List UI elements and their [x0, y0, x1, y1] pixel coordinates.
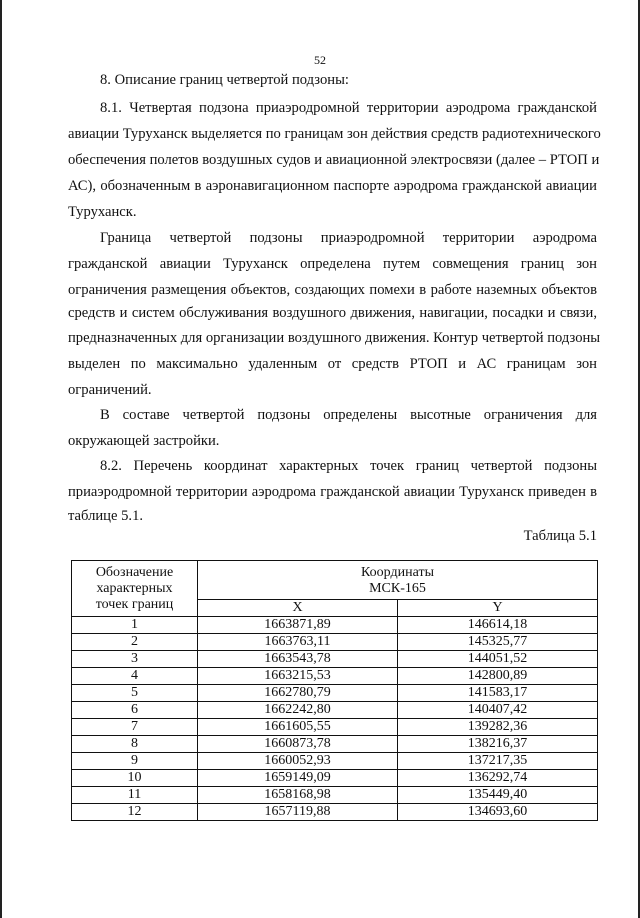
coordinates-table — [71, 560, 598, 821]
table-row: 1 1663871,89 146614,18 — [72, 617, 598, 634]
paragraph-line: АС), обозначенным в аэронавигационном паспорте аэродрома гражданской авиации — [68, 178, 597, 194]
header-x: X — [198, 600, 398, 617]
paragraph-line: авиации Туруханск выделяется по границам зон действия средств радиотехнического — [68, 126, 601, 142]
table-row: 8 1660873,78 138216,37 — [72, 736, 598, 753]
table-row: 12 1657119,88 134693,60 — [72, 804, 598, 821]
paragraph-line: окружающей застройки. — [68, 433, 220, 449]
table-row: 3 1663543,78 144051,52 — [72, 651, 598, 668]
paragraph-line: обеспечения полетов воздушных судов и авиационной электросвязи (далее – РТОП и — [68, 152, 600, 168]
paragraph-line: 8.1. Четвертая подзона приаэродромной территории аэродрома гражданской — [100, 100, 597, 116]
paragraph-line: таблице 5.1. — [68, 508, 144, 524]
paragraph-line: 8.2. Перечень координат характерных точек границ четвертой подзоны — [100, 458, 597, 474]
table-row: 9 1660052,93 137217,35 — [72, 753, 598, 770]
paragraph-line: Туруханск. — [68, 204, 137, 220]
paragraph-line: выделен по максимально удаленным от средств РТОП и АС границам зон — [68, 356, 597, 372]
table-row: 10 1659149,09 136292,74 — [72, 770, 598, 787]
header-y: Y — [398, 600, 598, 617]
table-row: 7 1661605,55 139282,36 — [72, 719, 598, 736]
table-row: 4 1663215,53 142800,89 — [72, 668, 598, 685]
paragraph-line: ограничения размещения объектов, создающих помехи в работе наземных объектов — [68, 282, 597, 298]
header-point-designation: Обозначение характерных точек границ — [72, 561, 198, 617]
table-row: 11 1658168,98 135449,40 — [72, 787, 598, 804]
table-row: 5 1662780,79 141583,17 — [72, 685, 598, 702]
paragraph-line: гражданской авиации Туруханск определена путем совмещения границ зон — [68, 256, 597, 272]
paragraph-line: ограничений. — [68, 382, 152, 398]
paragraph-line: средств и систем обслуживания воздушного движения, навигации, посадки и связи, — [68, 305, 597, 321]
paragraph-line: В составе четвертой подзоны определены высотные ограничения для — [100, 407, 597, 423]
header-coordinates: Координаты МСК-165 — [198, 561, 598, 600]
table-caption: Таблица 5.1 — [523, 528, 597, 544]
table-row: 6 1662242,80 140407,42 — [72, 702, 598, 719]
page-number: 52 — [314, 53, 326, 67]
scan-left-border — [0, 0, 2, 918]
paragraph-line: приаэродромной территории аэродрома гражданской авиации Туруханск приведен в — [68, 484, 597, 500]
paragraph-line: предназначенных для организации воздушного движения. Контур четвертой подзоны — [68, 330, 601, 346]
section-heading: 8. Описание границ четвертой подзоны: — [100, 72, 349, 88]
table-row: 2 1663763,11 145325,77 — [72, 634, 598, 651]
paragraph-line: Граница четвертой подзоны приаэродромной территории аэродрома — [100, 230, 597, 246]
